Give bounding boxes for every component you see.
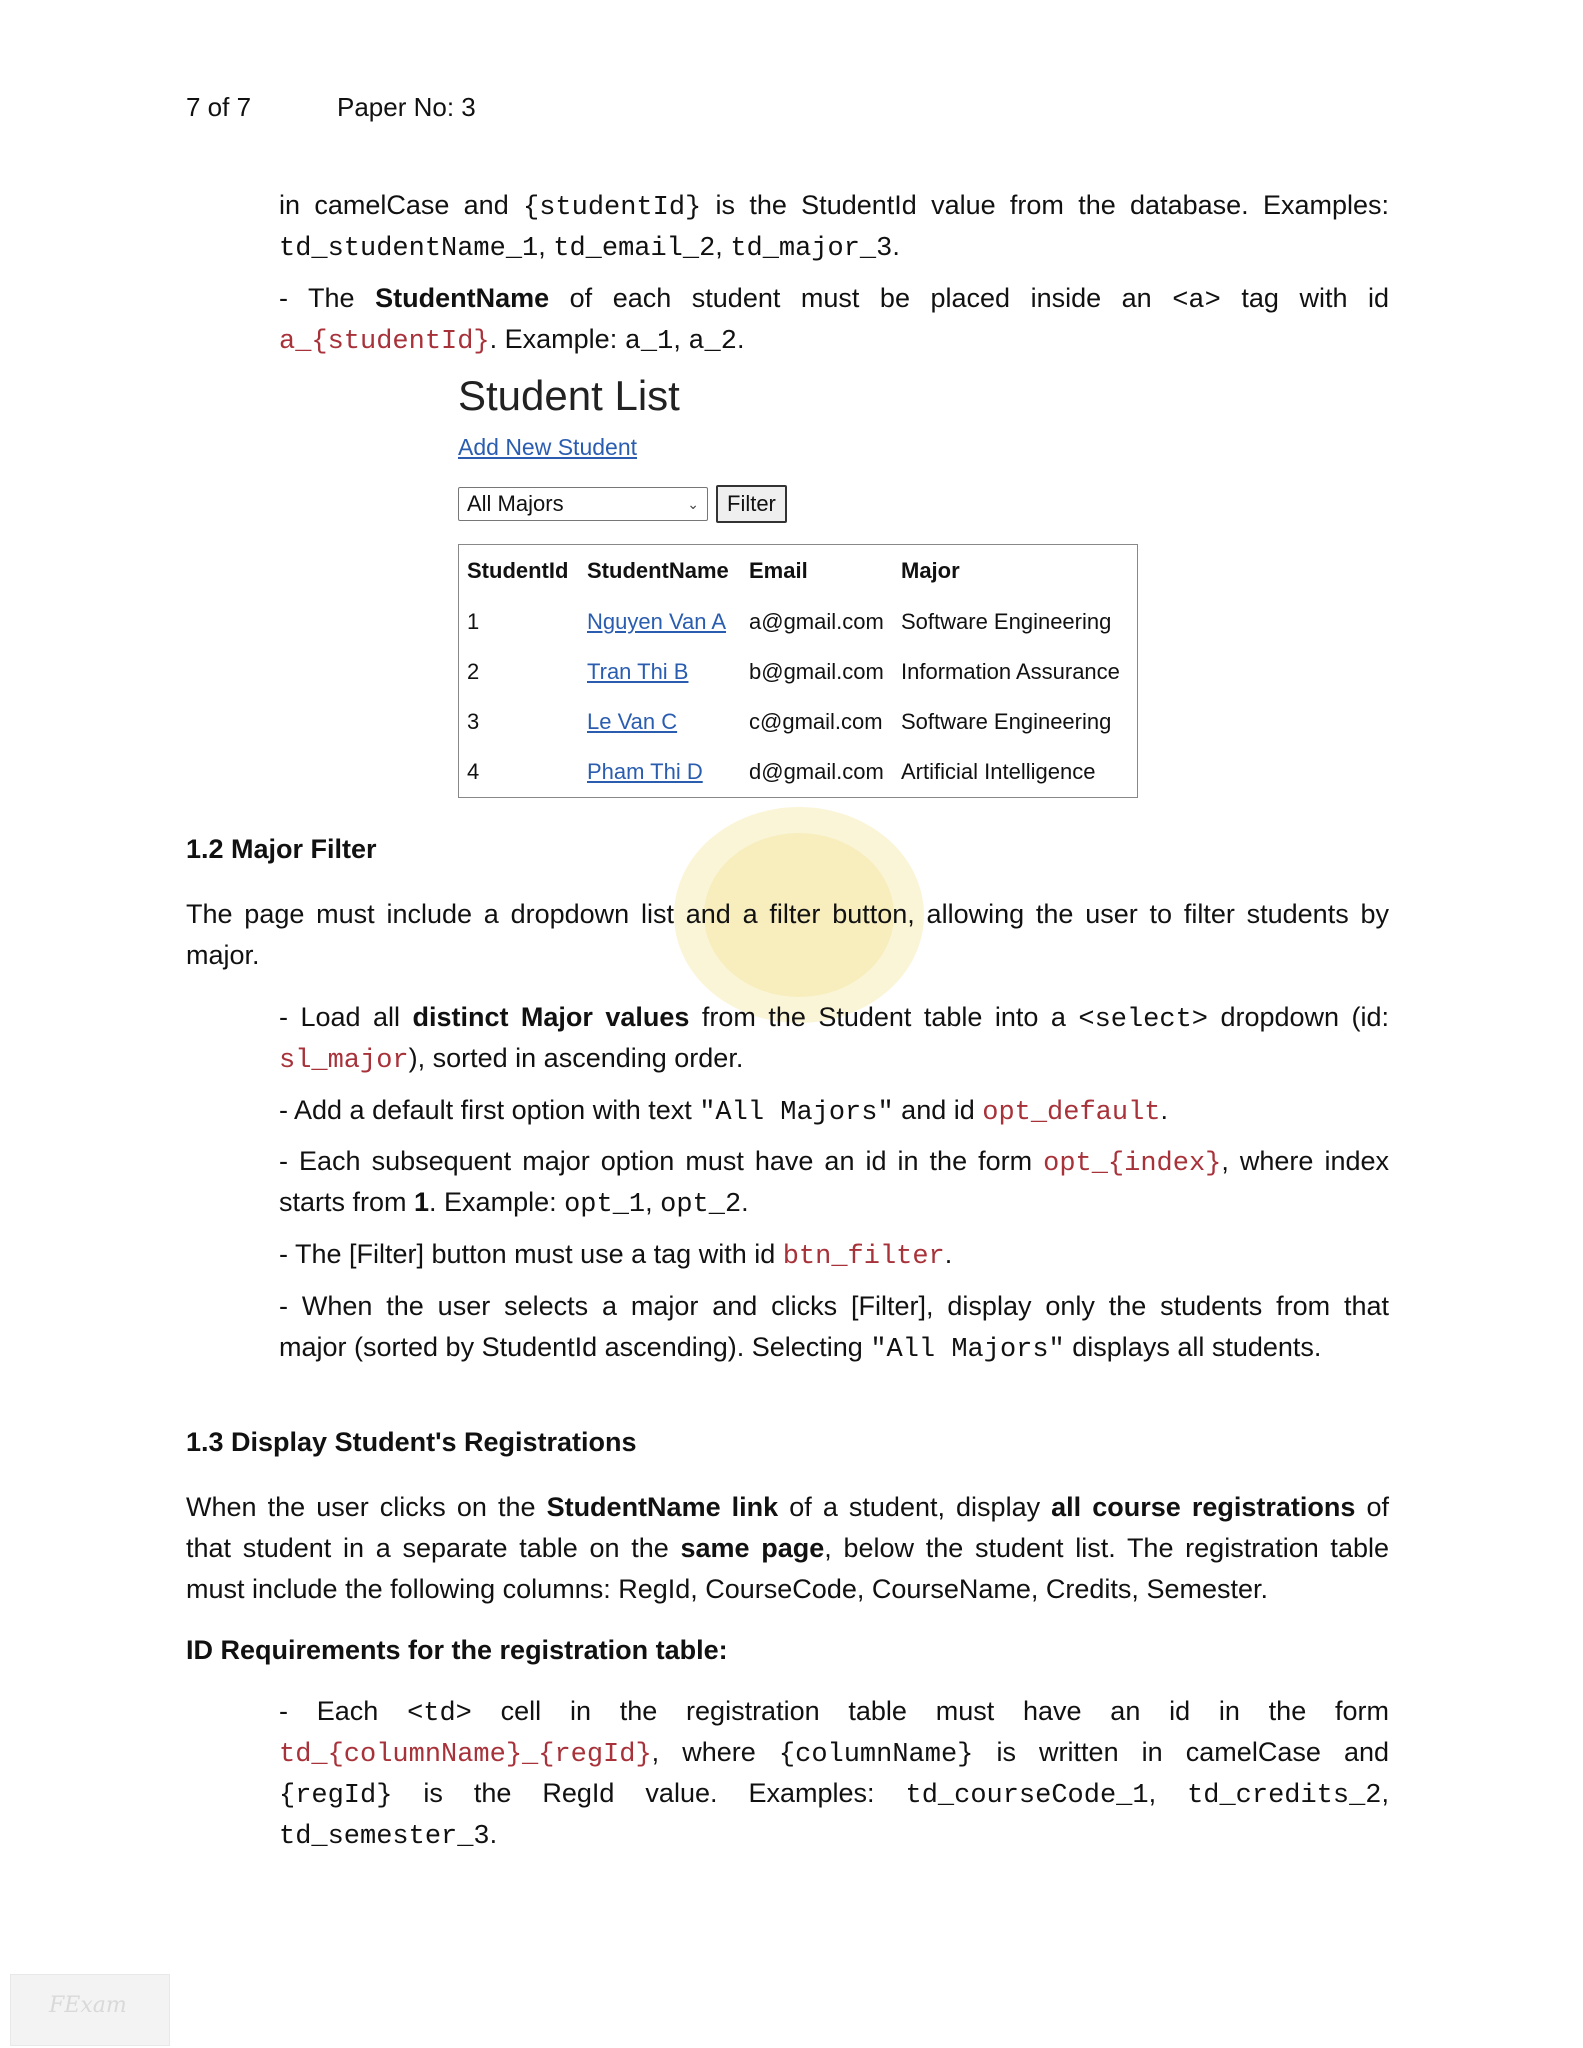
s12-item-1-line-2: sl_major), sorted in ascending order. <box>279 1043 744 1076</box>
table-row <box>459 647 1129 697</box>
s12-item-1-line-1: - Load all distinct Major values from the Student table into a <select> dropdown (id: <box>279 1002 1390 1035</box>
id-requirements-heading: ID Requirements for the registration table: <box>186 1635 728 1665</box>
column-header: StudentName <box>587 558 729 583</box>
s12-item-3-line-1: - Each subsequent major option must have an id in the form opt_{index}, where index <box>279 1146 1389 1179</box>
table-row <box>459 697 1129 747</box>
student-table <box>458 544 1138 798</box>
s13-para-line-2: that student in a separate table on the same page, below the student list. The registration table <box>186 1533 1389 1563</box>
section-1-2-heading: 1.2 Major Filter <box>186 834 377 864</box>
add-new-student-link[interactable]: Add New Student <box>458 434 638 460</box>
s12-item-5-line-2: major (sorted by StudentId ascending). Selecting "All Majors" displays all students. <box>279 1332 1322 1365</box>
cell-student-id: 1 <box>467 609 480 634</box>
cell-student-id: 2 <box>467 659 480 684</box>
column-header: StudentId <box>467 558 569 583</box>
cell-email: d@gmail.com <box>749 759 884 784</box>
cell-email: c@gmail.com <box>749 709 883 734</box>
s12-item-5-line-1: - When the user selects a major and clicks [Filter], display only the students from that <box>279 1291 1389 1321</box>
cell-student-id: 4 <box>467 759 480 784</box>
student-list-title: Student List <box>458 372 680 419</box>
s13-req-line-1: - Each <td> cell in the registration table must have an id in the form <box>279 1696 1389 1729</box>
s13-req-line-2: td_{columnName}_{regId}, where {columnName} is written in camelCase and <box>279 1737 1389 1770</box>
student-name-link[interactable]: Nguyen Van A <box>587 609 727 634</box>
s13-para-line-3: must include the following columns: RegId, CourseCode, CourseName, Credits, Semester. <box>186 1574 1268 1604</box>
cell-major: Software Engineering <box>901 609 1112 634</box>
cell-email: b@gmail.com <box>749 659 884 684</box>
s13-para-line-1: When the user clicks on the StudentName link of a student, display all course registrations of <box>186 1492 1389 1522</box>
cell-major: Information Assurance <box>901 659 1120 684</box>
table-row <box>459 597 1129 647</box>
student-list-screenshot <box>458 372 1178 523</box>
intro-bullet-line-1: - The StudentName of each student must be placed inside an <a> tag with id <box>279 283 1390 316</box>
fexam-watermark-logo <box>10 1974 170 2046</box>
chevron-down-icon: ⌄ <box>687 495 699 512</box>
section-1-3-heading: 1.3 Display Student's Registrations <box>186 1427 637 1457</box>
s12-para-line-1: The page must include a dropdown list and a filter button, allowing the user to filter students by <box>186 899 1389 929</box>
cell-student-id: 3 <box>467 709 480 734</box>
cell-major: Artificial Intelligence <box>901 759 1096 784</box>
s12-item-2: - Add a default first option with text "All Majors" and id opt_default. <box>279 1095 1168 1128</box>
filter-button[interactable]: Filter <box>716 485 787 523</box>
paper-number: Paper No: 3 <box>337 92 476 122</box>
intro-line-2: td_studentName_1, td_email_2, td_major_3. <box>279 231 900 264</box>
student-name-link[interactable]: Le Van C <box>587 709 678 734</box>
s13-req-line-3: {regId} is the RegId value. Examples: td_courseCode_1, td_credits_2, <box>279 1778 1390 1811</box>
student-name-link[interactable]: Pham Thi D <box>587 759 703 784</box>
s13-req-line-4: td_semester_3. <box>279 1819 498 1852</box>
cell-major: Software Engineering <box>901 709 1112 734</box>
intro-line-1: in camelCase and {studentId} is the StudentId value from the database. Examples: <box>279 190 1389 223</box>
page-number: 7 of 7 <box>186 92 252 122</box>
student-name-link[interactable]: Tran Thi B <box>587 659 689 684</box>
s12-item-4: - The [Filter] button must use a tag with id btn_filter. <box>279 1239 953 1272</box>
column-header: Major <box>901 558 960 583</box>
cell-email: a@gmail.com <box>749 609 884 634</box>
watermark-text: FExam <box>49 1993 127 2018</box>
intro-bullet-line-2: a_{studentId}. Example: a_1, a_2. <box>279 324 745 357</box>
table-header-row <box>459 545 1129 597</box>
major-select[interactable] <box>458 487 708 521</box>
s12-item-3-line-2: starts from 1. Example: opt_1, opt_2. <box>279 1187 749 1220</box>
column-header: Email <box>749 558 808 583</box>
s12-para-line-2: major. <box>186 940 260 970</box>
major-select-value: All Majors <box>467 491 564 516</box>
table-row <box>459 747 1129 797</box>
